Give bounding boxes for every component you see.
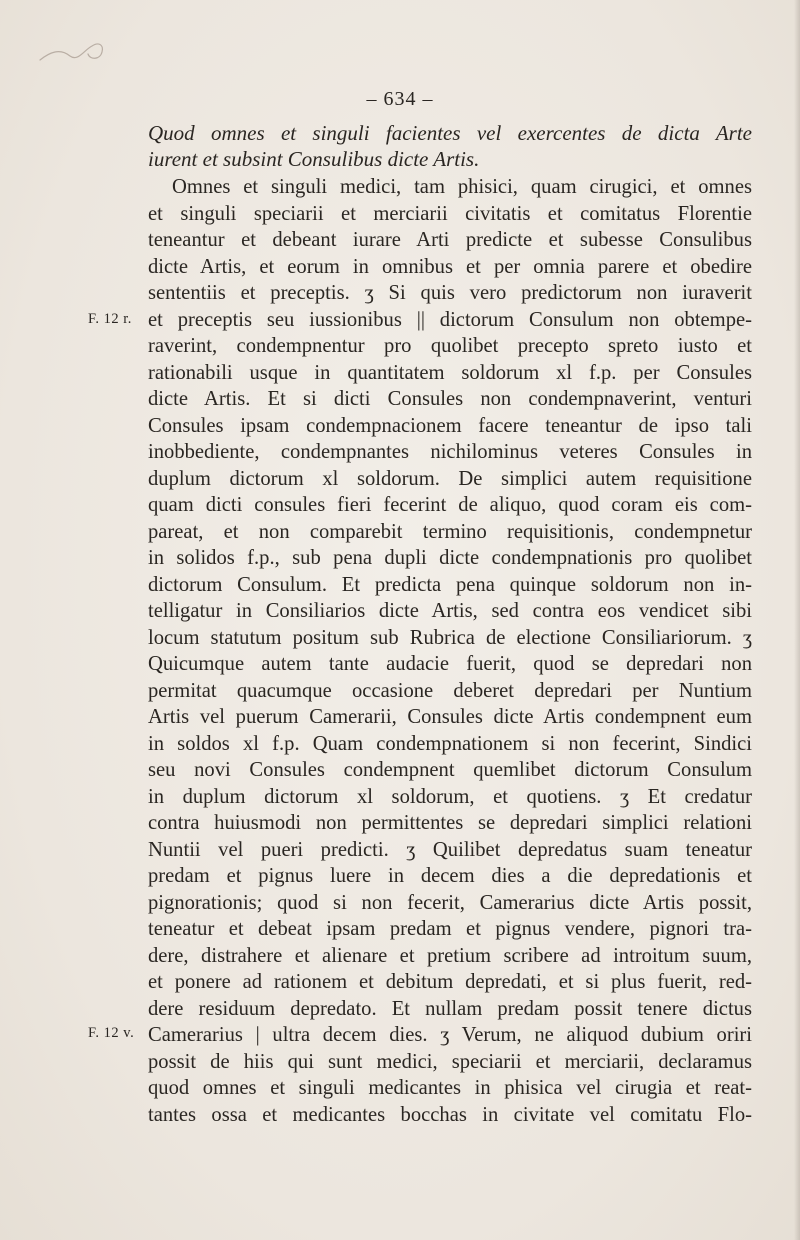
text-line: inobbediente, condempnantes nichilominus veteres Consules in [148, 441, 752, 463]
text-line: quam dicti consules fieri fecerint de aliquo, quod coram eis com- [148, 494, 752, 516]
text-line: dicte Artis, et eorum in omnibus et per omnia parere et obedire [148, 255, 752, 278]
text-line: in duplum dictorum xl soldorum, et quotiens. ʒ Et credatur [148, 785, 752, 808]
pencil-scribble [38, 30, 118, 70]
text-line: rationabili usque in quantitatem soldorum xl f.p. per Consules [148, 361, 752, 384]
text-line: duplum dictorum xl soldorum. De simplici autem requisitione [148, 467, 752, 490]
text-line: et ponere ad rationem et debitum depredati, et si plus fuerit, red- [148, 971, 752, 993]
text-line: quod omnes et singuli medicantes in phisica vel cirugia et reat- [148, 1077, 752, 1099]
body-paragraph [148, 174, 752, 1128]
heading-line: iurent et subsint Consulibus dicte Artis. [148, 147, 480, 171]
text-line: contra huiusmodi non permittentes se depredari simplici relationi [148, 812, 752, 834]
text-line: in solidos f.p., sub pena dupli dicte condempnationis pro quolibet [148, 547, 752, 569]
text-line: seu novi Consules condempnent quemlibet dictorum Consulum [148, 759, 752, 781]
text-line: Artis vel puerum Camerarii, Consules dicte Artis condempnent eum [148, 706, 752, 728]
text-line: in soldos xl f.p. Quam condempnationem si non fecerint, Sindici [148, 732, 752, 755]
text-line: pareat, et non comparebit termino requisitionis, condempnetur [148, 520, 752, 543]
page-edge-shadow [794, 0, 800, 1240]
text-line: teneantur et debeant iurare Arti predicte et subesse Consulibus [148, 229, 752, 251]
text-line: Omnes et singuli medici, tam phisici, quam cirugici, et omnes [172, 176, 752, 198]
section-heading [148, 120, 752, 172]
text-line: Consules ipsam condempnacionem facere teneantur de ipso tali [148, 414, 752, 437]
text-line: locum statutum positum sub Rubrica de electione Consiliariorum. ʒ [148, 626, 752, 649]
text-line: possit de hiis qui sunt medici, speciarii et merciarii, declaramus [148, 1050, 752, 1073]
text-line: predam et pignus luere in decem dies a die depredationis et [148, 865, 752, 887]
main-text-block [148, 120, 752, 1128]
text-line: Camerarius | ultra decem dies. ʒ Verum, ne aliquod dubium oriri [148, 1024, 752, 1046]
text-line: sententiis et preceptis. ʒ Si quis vero predictorum non iuraverit [148, 282, 752, 304]
text-line: raverint, condempnentur pro quolibet precepto spreto iusto et [148, 335, 752, 357]
text-line: dere, distrahere et alienare et pretium scribere ad introitum suum, [148, 944, 752, 967]
heading-line: Quod omnes et singuli facientes vel exercentes de dicta Arte [148, 121, 752, 145]
text-line: pignorationis; quod si non fecerit, Camerarius dicte Artis possit, [148, 891, 752, 914]
text-line: dicte Artis. Et si dicti Consules non condempnaverint, venturi [148, 388, 752, 410]
text-line: Quicumque autem tante audacie fuerit, quod se depredari non [148, 653, 752, 675]
text-line: telligatur in Consiliarios dicte Artis, sed contra eos vendicet sibi [148, 600, 752, 622]
text-line: permitat quacumque occasione deberet depredari per Nuntium [148, 679, 752, 702]
page-number: – 634 – [366, 88, 434, 110]
text-line: dictorum Consulum. Et predicta pena quinque soldorum non in- [148, 573, 752, 596]
folio-note-recto: F. 12 r. [88, 311, 132, 327]
text-line: Nuntii vel pueri predicti. ʒ Quilibet depredatus suam teneatur [148, 838, 752, 861]
text-line: et preceptis seu iussionibus || dictorum Consulum non obtempe- [148, 308, 752, 331]
text-line: dere residuum depredato. Et nullam predam possit tenere dictus [148, 997, 752, 1020]
text-line: tantes ossa et medicantes bocchas in civitate vel comitatu Flo- [148, 1103, 752, 1126]
text-line: et singuli speciarii et merciarii civitatis et comitatus Florentie [148, 202, 752, 225]
folio-note-verso: F. 12 v. [88, 1025, 135, 1041]
text-line: teneatur et debeat ipsam predam et pignus vendere, pignori tra- [148, 918, 752, 940]
